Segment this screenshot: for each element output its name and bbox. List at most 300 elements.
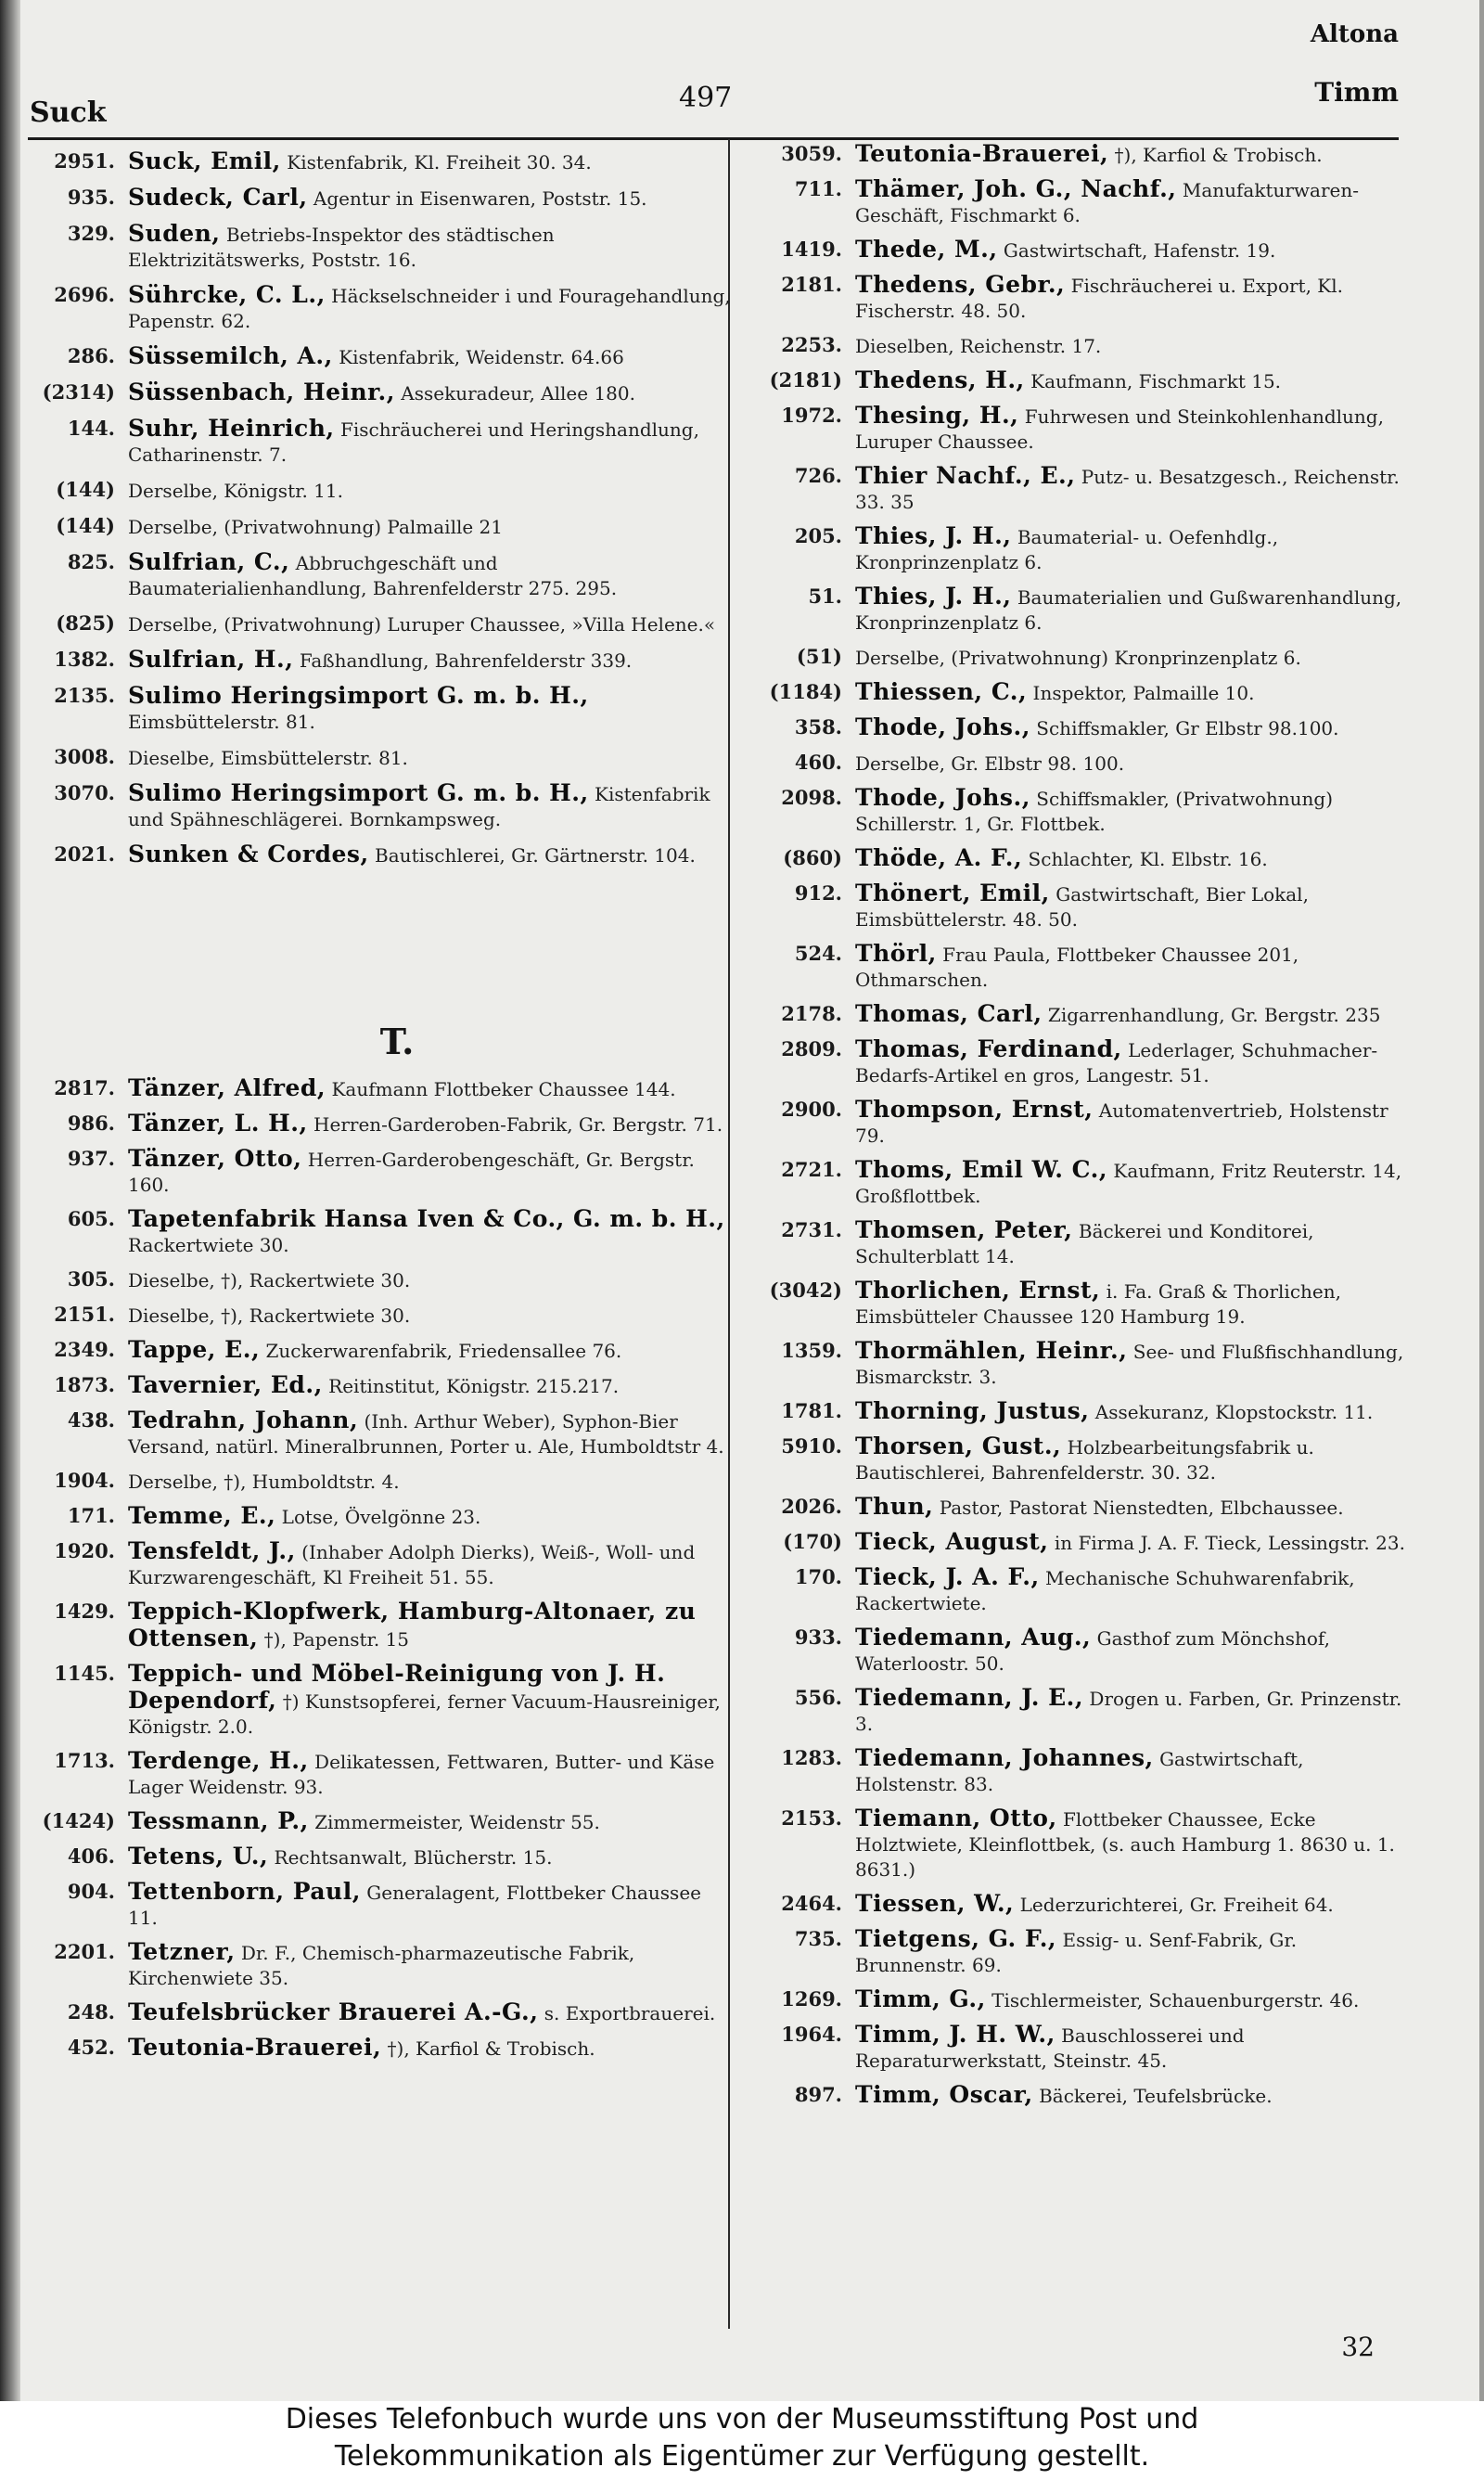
entry-text	[855, 1217, 1410, 1269]
subscriber-details: See- und Flußfischhandlung, Bismarckstr. 3.	[855, 1341, 1404, 1388]
directory-entry	[26, 379, 731, 406]
directory-entry	[26, 148, 731, 175]
subscriber-name: Tetzner,	[128, 1938, 236, 1965]
entry-text	[128, 1111, 731, 1137]
directory-entry	[26, 1879, 731, 1931]
subscriber-details: Bäckerei und Konditorei, Schulterblatt 14.	[855, 1220, 1314, 1267]
phone-number: 3008.	[54, 745, 115, 768]
subscriber-name: Tiemann, Otto,	[855, 1805, 1057, 1831]
footer-line-2: Telekommunikation als Eigentümer zur Verfügung gestellt.	[334, 2440, 1150, 2473]
phone-number: 1283.	[781, 1746, 842, 1769]
entry-text	[128, 185, 731, 212]
subscriber-details: Derselbe, Königstr. 11.	[128, 480, 343, 502]
subscriber-details: †) Kunstsopferei, ferner Vacuum-Hausreiniger, Königstr. 2.0.	[128, 1690, 721, 1738]
directory-entry	[26, 780, 731, 832]
subscriber-name: Teutonia-Brauerei,	[128, 2034, 382, 2061]
entry-text	[855, 1529, 1410, 1556]
directory-entry	[742, 1625, 1410, 1677]
directory-entry	[742, 845, 1410, 872]
subscriber-name: Tessmann, P.,	[128, 1807, 309, 1834]
subscriber-name: Thede, M.,	[855, 236, 998, 263]
subscriber-details: Generalagent, Flottbeker Chaussee 11.	[128, 1882, 701, 1929]
subscriber-details: Dieselbe, Eimsbüttelerstr. 81.	[128, 747, 408, 769]
entry-text	[128, 513, 731, 540]
subscriber-name: Teufelsbrücker Brauerei A.-G.,	[128, 1998, 539, 2025]
subscriber-details: Drogen u. Farben, Gr. Prinzenstr. 3.	[855, 1688, 1402, 1735]
phone-number: 524.	[794, 942, 842, 965]
subscriber-details: Inspektor, Palmaille 10.	[1027, 682, 1255, 704]
directory-entry	[26, 2035, 731, 2062]
subscriber-name: Tappe, E.,	[128, 1336, 261, 1363]
subscriber-name: Thorsen, Gust.,	[855, 1433, 1062, 1459]
subscriber-name: Tetens, U.,	[128, 1843, 269, 1870]
phone-number: 1419.	[781, 238, 842, 261]
directory-entry	[742, 1097, 1410, 1149]
phone-number: 711.	[794, 177, 842, 200]
directory-entry	[742, 644, 1410, 671]
entry-text	[128, 1146, 731, 1198]
subscriber-name: Timm, G.,	[855, 1985, 986, 2012]
directory-entry	[26, 1407, 731, 1459]
entry-text	[128, 1538, 731, 1590]
subscriber-details: Assekuranz, Klopstockstr. 11.	[1089, 1401, 1374, 1423]
phone-number: (3042)	[769, 1279, 842, 1302]
directory-entry	[742, 1433, 1410, 1485]
phone-number: (144)	[56, 514, 115, 537]
entry-text	[855, 584, 1410, 636]
entry-text	[128, 1468, 731, 1495]
directory-entry	[26, 513, 731, 540]
entry-text	[128, 1879, 731, 1931]
directory-entry	[26, 744, 731, 771]
subscriber-name: Tiedemann, Aug.,	[855, 1624, 1092, 1651]
book-binding-edge	[0, 0, 20, 2401]
subscriber-details: Eimsbüttelerstr. 81.	[128, 711, 315, 733]
subscriber-details: (Inhaber Adolph Dierks), Weiß-, Woll- und Kurzwarengeschäft, Kl Freiheit 51. 55.	[128, 1541, 696, 1588]
directory-entry	[742, 2022, 1410, 2074]
phone-number: 452.	[67, 2036, 115, 2059]
phone-number: 825.	[67, 550, 115, 573]
entry-text	[855, 2082, 1410, 2109]
phone-number: 2809.	[781, 1037, 842, 1060]
subscriber-details: †), Karfiol & Trobisch.	[1108, 144, 1323, 166]
subscriber-name: Teutonia-Brauerei,	[855, 140, 1109, 167]
phone-number: (170)	[783, 1530, 842, 1553]
subscriber-name: Terdenge, H.,	[128, 1747, 309, 1774]
subscriber-details: Lederzurichterei, Gr. Freiheit 64.	[1014, 1894, 1334, 1916]
entry-text	[128, 683, 731, 735]
directory-entry	[26, 549, 731, 601]
directory-entry	[26, 1503, 731, 1530]
directory-entry	[742, 750, 1410, 777]
phone-number: 305.	[67, 1267, 115, 1291]
subscriber-name: Thedens, Gebr.,	[855, 271, 1066, 298]
subscriber-name: Sudeck, Carl,	[128, 184, 308, 211]
phone-number: 897.	[794, 2083, 842, 2106]
directory-entry	[742, 1891, 1410, 1918]
phone-number: 2900.	[781, 1098, 842, 1121]
subscriber-name: Timm, J. H. W.,	[855, 2021, 1055, 2048]
directory-entry	[742, 1338, 1410, 1390]
footer-line-1: Dieses Telefonbuch wurde uns von der Museumsstiftung Post und	[285, 2403, 1199, 2435]
subscriber-details: Betriebs-Inspektor des städtischen Elektrizitätswerks, Poststr. 16.	[128, 224, 555, 271]
phone-number: 1429.	[54, 1600, 115, 1623]
subscriber-name: Tedrahn, Johann,	[128, 1407, 359, 1433]
phone-number: (2181)	[769, 368, 842, 392]
subscriber-name: Tieck, J. A. F.,	[855, 1563, 1040, 1590]
directory-entry	[742, 141, 1410, 168]
directory-entry	[26, 1661, 731, 1740]
subscriber-details: Kistenfabrik, Kl. Freiheit 30. 34.	[280, 151, 592, 173]
directory-entry	[742, 941, 1410, 993]
directory-entry	[26, 647, 731, 674]
subscriber-name: Thompson, Ernst,	[855, 1096, 1094, 1123]
entry-text	[855, 176, 1410, 228]
phone-number: 438.	[67, 1408, 115, 1432]
entry-text	[855, 403, 1410, 455]
entry-text	[855, 1157, 1410, 1209]
entry-text	[855, 1338, 1410, 1390]
subscriber-details: Herren-Garderoben-Fabrik, Gr. Bergstr. 71.	[307, 1113, 723, 1136]
directory-entry	[26, 1748, 731, 1800]
subscriber-details: Lederlager, Schuhmacher-Bedarfs-Artikel en gros, Langestr. 51.	[855, 1039, 1378, 1086]
directory-entry	[26, 1146, 731, 1198]
subscriber-details: Kistenfabrik und Spähneschlägerei. Bornkampsweg.	[128, 783, 710, 830]
subscriber-details: Kaufmann, Fischmarkt 15.	[1024, 370, 1282, 392]
subscriber-name: Suhr, Heinrich,	[128, 415, 335, 442]
subscriber-details: Zigarrenhandlung, Gr. Bergstr. 235	[1042, 1004, 1381, 1026]
subscriber-details: Fuhrwesen und Steinkohlenhandlung, Luruper Chaussee.	[855, 405, 1384, 453]
directory-entry	[26, 1844, 731, 1870]
phone-number: 2721.	[781, 1158, 842, 1181]
page-edge	[1479, 0, 1484, 2401]
entry-text	[128, 221, 731, 273]
entry-text	[128, 1302, 731, 1329]
directory-entry	[26, 416, 731, 468]
directory-entry	[742, 1529, 1410, 1556]
entry-text	[128, 1337, 731, 1364]
subscriber-details: Holzbearbeitungsfabrik u. Bautischlerei, Bahrenfelderstr. 30. 32.	[855, 1436, 1314, 1484]
entry-text	[855, 332, 1410, 359]
phone-number: 3070.	[54, 781, 115, 804]
phone-number: 2349.	[54, 1338, 115, 1361]
right-column	[742, 141, 1410, 2117]
subscriber-details: (Inh. Arthur Weber), Syphon-Bier Versand, natürl. Mineralbrunnen, Porter u. Ale, Humboldtstr 4.	[128, 1410, 724, 1458]
entry-text	[128, 379, 731, 406]
entry-text	[128, 343, 731, 370]
subscriber-details: Manufakturwaren-Geschäft, Fischmarkt 6.	[855, 179, 1360, 226]
left-entries-t	[26, 1075, 731, 2062]
subscriber-name: Suden,	[128, 220, 221, 247]
phone-number: 2098.	[781, 786, 842, 809]
subscriber-details: Bautischlerei, Gr. Gärtnerstr. 104.	[368, 844, 696, 867]
subscriber-name: Thönert, Emil,	[855, 880, 1050, 906]
entry-text	[128, 1599, 731, 1652]
subscriber-details: Herren-Garderobengeschäft, Gr. Bergstr. 160.	[128, 1149, 695, 1196]
entry-text	[855, 941, 1410, 993]
subscriber-name: Thies, J. H.,	[855, 583, 1012, 610]
entry-text	[855, 237, 1410, 263]
directory-entry	[26, 610, 731, 637]
phone-number: 986.	[67, 1112, 115, 1135]
subscriber-details: Lotse, Övelgönne 23.	[275, 1506, 481, 1528]
subscriber-name: Tapetenfabrik Hansa Iven & Co., G. m. b. H.,	[128, 1205, 725, 1232]
subscriber-name: Tettenborn, Paul,	[128, 1878, 361, 1905]
phone-number: 605.	[67, 1207, 115, 1230]
phone-number: 1713.	[54, 1749, 115, 1772]
entry-text	[128, 1844, 731, 1870]
entry-text	[855, 845, 1410, 872]
subscriber-name: Tensfeldt, J.,	[128, 1537, 296, 1564]
subscriber-name: Tietgens, G. F.,	[855, 1925, 1057, 1952]
entry-text	[128, 1999, 731, 2026]
phone-number: 2817.	[54, 1076, 115, 1099]
subscriber-name: Tiessen, W.,	[855, 1890, 1015, 1917]
subscriber-details: Reitinstitut, Königstr. 215.217.	[322, 1375, 620, 1397]
entry-text	[128, 1206, 731, 1258]
phone-number: (2314)	[42, 380, 115, 404]
subscriber-name: Thorlichen, Ernst,	[855, 1277, 1101, 1304]
subscriber-name: Timm, Oscar,	[855, 2081, 1033, 2108]
phone-number: (51)	[796, 645, 842, 668]
subscriber-details: Gastwirtschaft, Bier Lokal, Eimsbüttelerstr. 48. 50.	[855, 883, 1309, 931]
entry-text	[855, 1001, 1410, 1028]
directory-entry	[742, 463, 1410, 515]
phone-number: 248.	[67, 2000, 115, 2024]
phone-number: 2151.	[54, 1303, 115, 1326]
subscriber-details: Delikatessen, Fettwaren, Butter- und Käse Lager Weidenstr. 93.	[128, 1751, 715, 1798]
phone-number: 171.	[67, 1504, 115, 1527]
phone-number: 170.	[794, 1565, 842, 1588]
directory-entry	[742, 403, 1410, 455]
directory-entry	[26, 1206, 731, 1258]
subscriber-name: Thöde, A. F.,	[855, 844, 1023, 871]
subscriber-name: Tiedemann, Johannes,	[855, 1744, 1154, 1771]
directory-entry	[26, 1372, 731, 1399]
entry-text	[128, 549, 731, 601]
subscriber-details: Baumaterialien und Gußwarenhandlung, Kronprinzenplatz 6.	[855, 586, 1402, 634]
subscriber-name: Thörl,	[855, 940, 937, 967]
entry-text	[128, 1808, 731, 1835]
subscriber-details: Mechanische Schuhwarenfabrik, Rackertwiete.	[855, 1567, 1355, 1614]
phone-number: 406.	[67, 1844, 115, 1868]
phone-number: 205.	[794, 524, 842, 547]
entry-text	[855, 1097, 1410, 1149]
entry-text	[128, 780, 731, 832]
entry-text	[128, 416, 731, 468]
entry-text	[855, 785, 1410, 837]
subscriber-name: Thomas, Carl,	[855, 1000, 1043, 1027]
phone-number: 912.	[794, 881, 842, 905]
subscriber-details: Derselbe, Gr. Elbstr 98. 100.	[855, 752, 1125, 775]
header-rule	[28, 137, 1399, 140]
right-entries	[742, 141, 1410, 2109]
directory-entry	[26, 1939, 731, 1991]
directory-entry	[742, 237, 1410, 263]
entry-text	[128, 1266, 731, 1293]
sheet-mark: 32	[1341, 2332, 1375, 2362]
footer-note	[0, 2401, 1484, 2480]
subscriber-details: Schiffsmakler, (Privatwohnung) Schillerstr. 1, Gr. Flottbek.	[855, 788, 1334, 835]
subscriber-name: Temme, E.,	[128, 1502, 276, 1529]
phone-number: 1145.	[54, 1662, 115, 1685]
subscriber-name: Tiedemann, J. E.,	[855, 1684, 1084, 1711]
entry-text	[855, 1986, 1410, 2013]
directory-entry	[26, 683, 731, 735]
subscriber-name: Thode, Johs.,	[855, 784, 1030, 811]
directory-entry	[26, 282, 731, 334]
entry-text	[128, 1372, 731, 1399]
directory-entry	[26, 1538, 731, 1590]
entry-text	[855, 367, 1410, 394]
phone-number: 1359.	[781, 1339, 842, 1362]
directory-entry	[742, 367, 1410, 394]
subscriber-details: Dieselben, Reichenstr. 17.	[855, 335, 1102, 357]
phone-number: 144.	[67, 417, 115, 440]
directory-entry	[742, 1564, 1410, 1616]
directory-entry	[742, 1036, 1410, 1088]
subscriber-name: Sulimo Heringsimport G. m. b. H.,	[128, 682, 589, 709]
subscriber-details: Frau Paula, Flottbeker Chaussee 201, Othmarschen.	[855, 944, 1299, 991]
entry-text	[855, 1564, 1410, 1616]
phone-number: 2026.	[781, 1495, 842, 1518]
entry-text	[128, 647, 731, 674]
subscriber-details: Pastor, Pastorat Nienstedten, Elbchaussee.	[933, 1497, 1344, 1519]
left-entries-s	[26, 148, 731, 868]
subscriber-details: Derselbe, (Privatwohnung) Luruper Chaussee, »Villa Helene.«	[128, 613, 716, 636]
subscriber-name: Thedens, H.,	[855, 366, 1025, 393]
entry-text	[855, 1891, 1410, 1918]
subscriber-details: Schlachter, Kl. Elbstr. 16.	[1022, 848, 1268, 870]
entry-text	[855, 463, 1410, 515]
subscriber-name: Süssemilch, A.,	[128, 342, 333, 369]
subscriber-details: Faßhandlung, Bahrenfelderstr 339.	[293, 649, 633, 672]
entry-text	[855, 880, 1410, 932]
entry-text	[128, 1075, 731, 1102]
subscriber-name: Sunken & Cordes,	[128, 841, 369, 867]
directory-entry	[742, 880, 1410, 932]
phone-number: 735.	[794, 1927, 842, 1950]
directory-entry	[26, 1075, 731, 1102]
entry-text	[855, 141, 1410, 168]
subscriber-details: Derselbe, (Privatwohnung) Kronprinzenplatz 6.	[855, 647, 1301, 669]
subscriber-name: Thormählen, Heinr.,	[855, 1337, 1128, 1364]
subscriber-details: Dieselbe, †), Rackertwiete 30.	[128, 1269, 411, 1291]
directory-entry	[742, 1805, 1410, 1882]
entry-text	[855, 1278, 1410, 1330]
entry-text	[128, 148, 731, 175]
entry-text	[128, 2035, 731, 2062]
subscriber-name: Sührcke, C. L.,	[128, 281, 326, 308]
subscriber-details: Gastwirtschaft, Holstenstr. 83.	[855, 1748, 1304, 1795]
phone-number: 1972.	[781, 404, 842, 427]
header-city: Altona	[1310, 20, 1399, 48]
phone-number: 556.	[794, 1686, 842, 1709]
subscriber-details: Zimmermeister, Weidenstr 55.	[308, 1811, 600, 1833]
entry-text	[128, 1748, 731, 1800]
entry-text	[855, 1494, 1410, 1521]
entry-text	[855, 1625, 1410, 1677]
subscriber-name: Suck, Emil,	[128, 148, 281, 174]
subscriber-details: s. Exportbrauerei.	[538, 2002, 716, 2024]
phone-number: 933.	[794, 1625, 842, 1649]
phone-number: 2153.	[781, 1806, 842, 1830]
entry-text	[128, 842, 731, 868]
subscriber-details: †), Karfiol & Trobisch.	[381, 2037, 595, 2060]
subscriber-details: Bauschlosserei und Reparaturwerkstatt, Steinstr. 45.	[855, 2024, 1245, 2072]
page-number: 497	[679, 82, 733, 114]
subscriber-name: Teppich- und Möbel-Reinigung von J. H. Dependorf,	[128, 1660, 666, 1714]
directory-entry	[742, 1001, 1410, 1028]
subscriber-name: Thomsen, Peter,	[855, 1216, 1073, 1243]
header-left-keyword: Suck	[30, 96, 107, 129]
subscriber-name: Thoms, Emil W. C.,	[855, 1156, 1108, 1183]
phone-number: 1269.	[781, 1987, 842, 2011]
phone-number: 2464.	[781, 1892, 842, 1915]
directory-entry	[26, 221, 731, 273]
directory-entry	[26, 343, 731, 370]
subscriber-details: Putz- u. Besatzgesch., Reichenstr. 33. 35	[855, 466, 1400, 513]
subscriber-details: Assekuradeur, Allee 180.	[394, 382, 635, 405]
subscriber-name: Tavernier, Ed.,	[128, 1371, 323, 1398]
phone-number: 2178.	[781, 1002, 842, 1025]
directory-entry	[742, 1745, 1410, 1797]
left-column	[26, 148, 731, 2070]
subscriber-details: Kaufmann Flottbeker Chaussee 144.	[326, 1078, 676, 1100]
phone-number: 358.	[794, 715, 842, 739]
phone-number: 5910.	[781, 1434, 842, 1458]
subscriber-name: Tieck, August,	[855, 1528, 1049, 1555]
phone-number: 1920.	[54, 1539, 115, 1562]
subscriber-name: Thorning, Justus,	[855, 1397, 1090, 1424]
subscriber-details: Fischräucherei u. Export, Kl. Fischerstr. 48. 50.	[855, 275, 1343, 322]
phone-number: 726.	[794, 464, 842, 487]
directory-entry	[26, 1999, 731, 2026]
entry-text	[855, 1433, 1410, 1485]
subscriber-name: Teppich-Klopfwerk, Hamburg-Altonaer, zu Ottensen,	[128, 1598, 697, 1651]
entry-text	[855, 523, 1410, 575]
subscriber-details: Abbruchgeschäft und Baumaterialienhandlung, Bahrenfelderstr 275. 295.	[128, 552, 618, 599]
directory-entry	[742, 785, 1410, 837]
subscriber-details: Fischräucherei und Heringshandlung, Catharinenstr. 7.	[128, 418, 699, 466]
subscriber-details: Tischlermeister, Schauenburgerstr. 46.	[985, 1989, 1360, 2011]
phone-number: 1873.	[54, 1373, 115, 1396]
subscriber-details: Rackertwiete 30.	[128, 1234, 289, 1256]
directory-entry	[742, 1217, 1410, 1269]
directory-entry	[742, 332, 1410, 359]
phone-number: 286.	[67, 344, 115, 367]
directory-entry	[742, 1986, 1410, 2013]
subscriber-name: Thun,	[855, 1493, 934, 1520]
subscriber-details: Kaufmann, Fritz Reuterstr. 14, Großflottbek.	[855, 1160, 1402, 1207]
directory-entry	[742, 584, 1410, 636]
directory-entry	[26, 842, 731, 868]
phone-number: 904.	[67, 1880, 115, 1903]
phone-number: 2201.	[54, 1940, 115, 1963]
entry-text	[855, 714, 1410, 741]
subscriber-details: Agentur in Eisenwaren, Poststr. 15.	[307, 187, 647, 210]
entry-text	[128, 610, 731, 637]
subscriber-name: Tänzer, L. H.,	[128, 1110, 308, 1137]
entry-text	[128, 744, 731, 771]
subscriber-details: i. Fa. Graß & Thorlichen, Eimsbütteler Chaussee 120 Hamburg 19.	[855, 1280, 1341, 1328]
entry-text	[855, 1745, 1410, 1797]
phone-number: 2021.	[54, 842, 115, 866]
phone-number: 2696.	[54, 283, 115, 306]
subscriber-name: Thier Nachf., E.,	[855, 462, 1076, 489]
phone-number: (1184)	[769, 680, 842, 703]
entry-text	[128, 1503, 731, 1530]
